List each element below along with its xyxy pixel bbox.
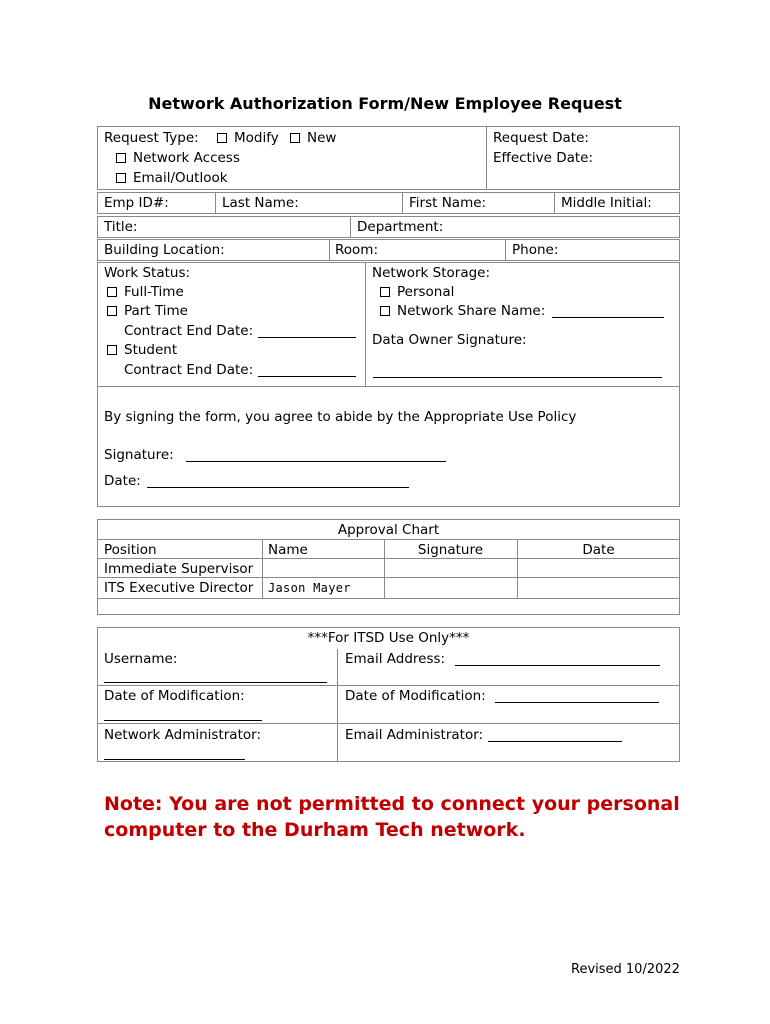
data-owner-signature-label: Data Owner Signature: [372,332,527,348]
status-agreement-section [97,262,680,507]
network-storage-label: Network Storage: [372,265,491,281]
signature-label: Signature: [104,447,174,463]
data-owner-signature-line[interactable] [373,377,662,378]
approval-row-name: Jason Mayer [268,581,351,595]
username-line[interactable] [104,682,327,683]
page-title: Network Authorization Form/New Employee Request [148,94,622,113]
date-label: Date: [104,473,141,489]
date-line[interactable] [147,487,409,488]
contract-end-date-line[interactable] [258,337,356,338]
network-share-name-line[interactable] [552,317,664,318]
network-administrator-line[interactable] [104,759,245,760]
username-label: Username: [104,651,178,667]
email-address-line[interactable] [455,665,660,666]
name-header: Name [268,542,308,558]
signature-header: Signature [417,542,484,558]
job-title-label: Title: [104,219,138,235]
network-share-checkbox[interactable] [380,306,390,316]
agreement-text: By signing the form, you agree to abide by the Appropriate Use Policy [104,409,577,425]
phone-label: Phone: [512,242,559,258]
student-contract-end-date-line[interactable] [258,376,356,377]
personal-label: Personal [397,284,455,300]
approval-row-position: Immediate Supervisor [104,561,254,577]
middle-initial-label: Middle Initial: [561,195,652,211]
email-administrator-label: Email Administrator: [345,727,484,743]
room-label: Room: [335,242,378,258]
network-administrator-label: Network Administrator: [104,727,261,743]
date-of-modification-line-right[interactable] [495,702,659,703]
date-of-modification-label: Date of Modification: [104,688,245,704]
signature-line[interactable] [186,461,446,462]
network-access-checkbox[interactable] [116,153,126,163]
new-label: New [307,130,337,146]
revised-date: Revised 10/2022 [571,962,680,977]
date-of-modification-line[interactable] [104,720,262,721]
request-type-label: Request Type: [104,130,199,146]
position-header: Position [104,542,157,558]
itsd-title: ***For ITSD Use Only*** [307,630,470,646]
approval-row-position: ITS Executive Director [104,580,254,596]
new-checkbox[interactable] [290,133,300,143]
network-access-label: Network Access [133,150,240,166]
work-status-label: Work Status: [104,265,191,281]
full-time-checkbox[interactable] [107,287,117,297]
approval-chart-title: Approval Chart [337,522,440,538]
modify-label: Modify [234,130,279,146]
emp-id-label: Emp ID#: [104,195,169,211]
building-location-label: Building Location: [104,242,225,258]
contract-end-date-label: Contract End Date: [124,323,254,339]
student-label: Student [124,342,178,358]
note-line-1: Note: You are not permitted to connect your personal [104,793,680,815]
personal-checkbox[interactable] [380,287,390,297]
request-date-label: Request Date: [493,130,589,146]
effective-date-label: Effective Date: [493,150,594,166]
last-name-label: Last Name: [222,195,299,211]
note-line-2: computer to the Durham Tech network. [104,819,526,841]
student-contract-end-date-label: Contract End Date: [124,362,254,378]
first-name-label: First Name: [409,195,487,211]
department-label: Department: [357,219,444,235]
network-share-name-label: Network Share Name: [397,303,546,319]
modify-checkbox[interactable] [217,133,227,143]
email-outlook-checkbox[interactable] [116,173,126,183]
student-checkbox[interactable] [107,345,117,355]
date-of-modification-label-right: Date of Modification: [345,688,486,704]
full-time-label: Full-Time [124,284,184,300]
part-time-checkbox[interactable] [107,306,117,316]
date-header: Date [582,542,615,558]
email-administrator-line[interactable] [488,741,622,742]
part-time-label: Part Time [124,303,188,319]
email-address-label: Email Address: [345,651,446,667]
email-outlook-label: Email/Outlook [133,170,228,186]
